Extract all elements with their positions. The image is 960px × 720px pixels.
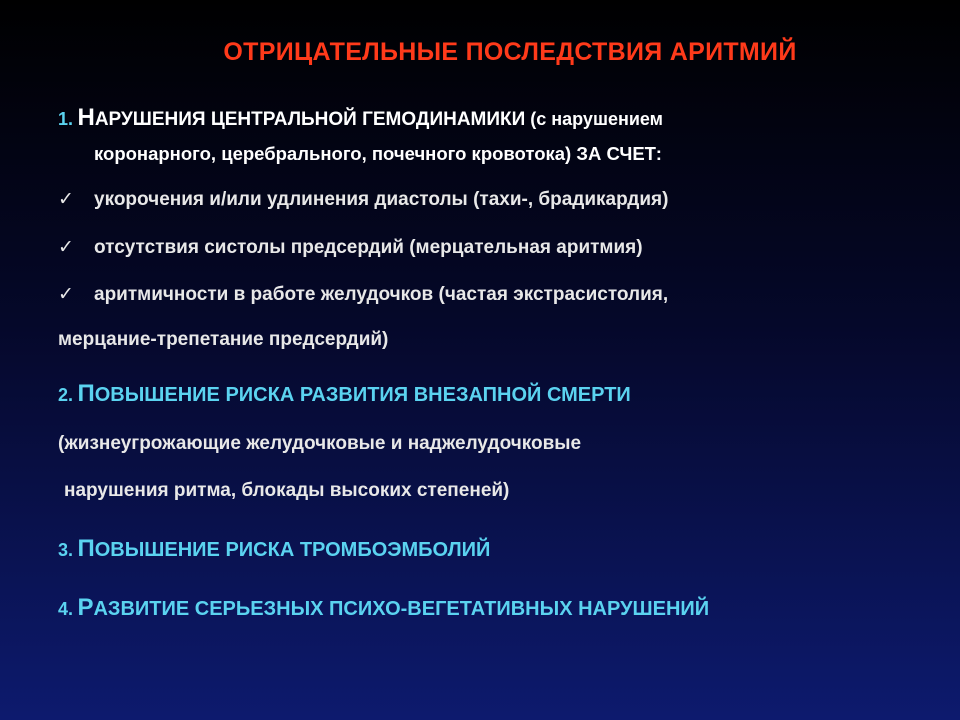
bullet-3-continuation: мерцание-трепетание предсердий) — [58, 329, 389, 350]
checkmark-icon: ✓ — [58, 189, 74, 210]
item-2-number: 2. — [58, 385, 74, 405]
checkmark-icon: ✓ — [58, 284, 74, 305]
bullet-2-text: отсутствия систолы предсердий (мерцательная аритмия) — [94, 237, 643, 258]
bullet-1 — [58, 188, 668, 211]
bullet-3 — [58, 283, 668, 306]
item-3-heading-rest: ОВЫШЕНИЕ РИСКА ТРОМБОЭМБОЛИЙ — [94, 539, 491, 561]
item-4-heading-rest: АЗВИТИЕ СЕРЬЕЗНЫХ ПСИХО-ВЕГЕТАТИВНЫХ НАРУШЕНИЙ — [93, 598, 710, 620]
item-1-heading — [58, 104, 663, 132]
item-3-heading-cap: П — [77, 535, 95, 562]
item-2-heading — [58, 380, 631, 408]
item-2-detail-2: нарушения ритма, блокады высоких степеней) — [64, 480, 510, 501]
item-2-heading-cap: П — [77, 380, 95, 407]
item-2-heading-rest: ОВЫШЕНИЕ РИСКА РАЗВИТИЯ ВНЕЗАПНОЙ СМЕРТИ — [94, 384, 631, 406]
item-1-number: 1. — [58, 109, 74, 129]
item-1-heading-tail: (с нарушением — [525, 109, 663, 129]
item-3-heading — [58, 535, 490, 563]
bullet-1-text: укорочения и/или удлинения диастолы (тахи-, брадикардия) — [94, 189, 669, 210]
item-1-line-2: коронарного, церебрального, почечного кровотока) ЗА СЧЕТ: — [94, 143, 662, 164]
item-4-heading — [58, 594, 709, 622]
item-4-heading-cap: Р — [77, 594, 94, 621]
item-2-detail-1: (жизнеугрожающие желудочковые и наджелудочковые — [58, 433, 582, 454]
bullet-3-text: аритмичности в работе желудочков (частая экстрасистолия, — [94, 284, 669, 305]
item-4-number: 4. — [58, 599, 74, 619]
slide-title: ОТРИЦАТЕЛЬНЫЕ ПОСЛЕДСТВИЯ АРИТМИЙ — [223, 38, 797, 66]
checkmark-icon: ✓ — [58, 237, 74, 258]
item-3-number: 3. — [58, 540, 74, 560]
item-1-heading-cap: Н — [77, 104, 95, 131]
bullet-2 — [58, 236, 643, 259]
item-1-heading-rest: АРУШЕНИЯ ЦЕНТРАЛЬНОЙ ГЕМОДИНАМИКИ — [94, 109, 526, 130]
